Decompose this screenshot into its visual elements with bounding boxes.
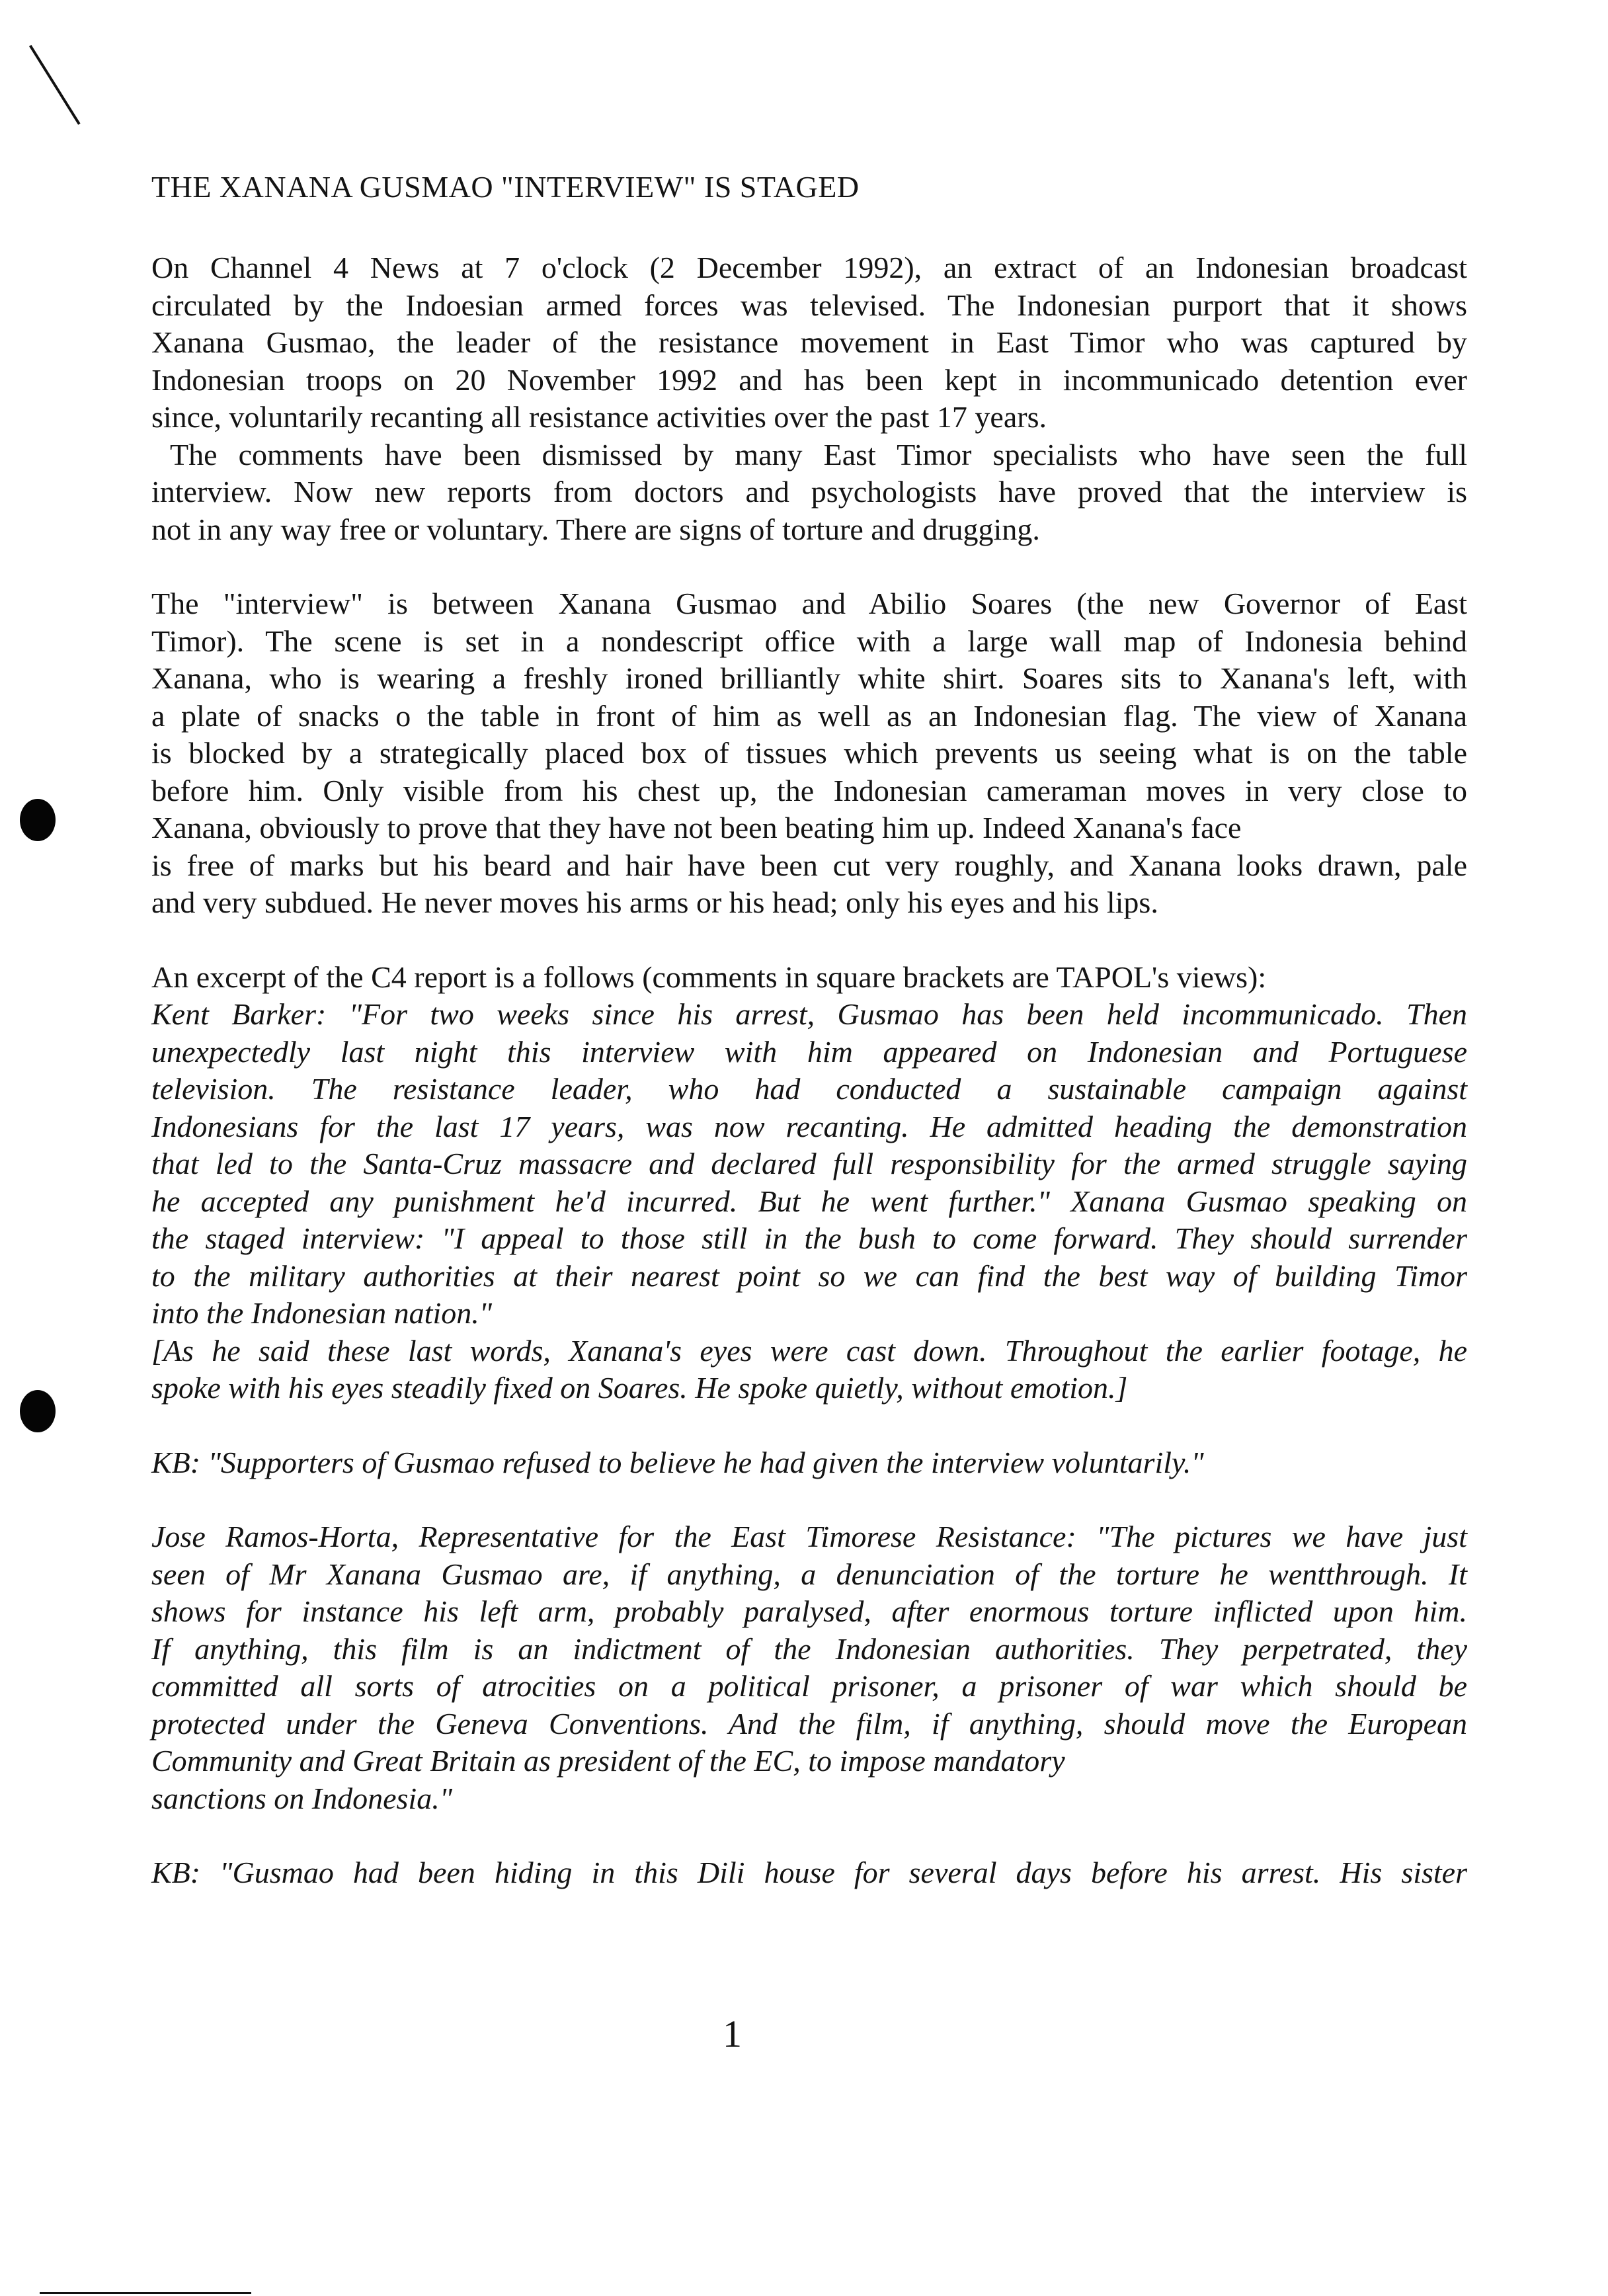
bracket-comment-line: [As he said these last words, Xanana's eyes were cast down. Throughout the earlier footage, he [151,1333,1467,1368]
quote-line: to the military authorities at their nearest point so we can find the best way of building Timor [151,1258,1467,1293]
quote-line: shows for instance his left arm, probably paralysed, after enormous torture inflicted upon him. [151,1594,1467,1628]
quote-line: Jose Ramos-Horta, Representative for the East Timorese Resistance: "The pictures we have just [151,1520,1467,1553]
text-line: and very subdued. He never moves his arms or his head; only his eyes and his lips. [151,885,1158,919]
document-title: THE XANANA GUSMAO "INTERVIEW" IS STAGED [151,170,860,204]
text-line: is blocked by a strategically placed box of tissues which prevents us seeing what is on the table [151,736,1467,770]
paragraph-4 [151,959,1467,1407]
punch-hole-bottom [20,1390,56,1432]
quote-line: the staged interview: "I appeal to those still in the bush to come forward. They should surrender [151,1221,1467,1255]
quote-line: Indonesians for the last 17 years, was now recanting. He admitted heading the demonstration [151,1109,1467,1143]
text-line: The comments have been dismissed by many East Timor specialists who have seen the full [170,437,1467,472]
quote-line: he accepted any punishment he'd incurred. But he went further." Xanana Gusmao speaking on [151,1184,1467,1218]
text-line: Indonesian troops on 20 November 1992 and has been kept in incommunicado detention ever [151,362,1467,397]
quote-line: If anything, this film is an indictment of the Indonesian authorities. They perpetrated, they [151,1631,1467,1666]
text-line: before him. Only visible from his chest up, the Indonesian cameraman moves in very close to [151,773,1467,807]
text-line: not in any way free or voluntary. There are signs of torture and drugging. [151,512,1040,546]
quote-line: sanctions on Indonesia." [151,1781,453,1815]
quote-line: KB: "Supporters of Gusmao refused to believe he had given the interview voluntarily." [151,1445,1204,1479]
text-line: since, voluntarily recanting all resistance activities over the past 17 years. [151,400,1047,434]
paragraph-1 [151,249,1467,436]
text-line: An excerpt of the C4 report is a follows (comments in square brackets are TAPOL's views): [151,960,1267,994]
quote-line: unexpectedly last night this interview with him appeared on Indonesian and Portuguese [151,1034,1467,1069]
paragraph-5 [151,1444,1467,1482]
paragraph-6 [151,1518,1467,1817]
scan-edge-line [40,2292,251,2294]
text-line: circulated by the Indoesian armed forces was televised. The Indonesian purport that it shows [151,288,1467,322]
quote-line: protected under the Geneva Conventions. And the film, if anything, should move the European [151,1706,1467,1741]
quote-line: Community and Great Britain as president of the EC, to impose mandatory [151,1744,1065,1778]
text-line: Xanana Gusmao, the leader of the resistance movement in East Timor who was captured by [151,325,1467,359]
quote-line: Kent Barker: "For two weeks since his arrest, Gusmao has been held incommunicado. Then [151,997,1467,1031]
paragraph-2 [151,436,1467,549]
quote-line: into the Indonesian nation." [151,1296,493,1330]
text-line: is free of marks but his beard and hair have been cut very roughly, and Xanana looks drawn, pale [151,848,1467,882]
paragraph-3 [151,585,1467,922]
paragraph-7 [151,1854,1467,1892]
text-line: interview. Now new reports from doctors and psychologists have proved that the interview is [151,475,1467,509]
page-number: 1 [723,2012,742,2055]
quote-line: that led to the Santa-Cruz massacre and declared full responsibility for the armed struggle saying [151,1147,1467,1180]
quote-line: seen of Mr Xanana Gusmao are, if anything, a denunciation of the torture he wentthrough. It [151,1557,1467,1591]
text-line: On Channel 4 News at 7 o'clock (2 December 1992), an extract of an Indonesian broadcast [151,251,1467,284]
quote-line: committed all sorts of atrocities on a political prisoner, a prisoner of war which should be [151,1669,1467,1703]
quote-line: television. The resistance leader, who had conducted a sustainable campaign against [151,1072,1467,1106]
text-line: Timor). The scene is set in a nondescript office with a large wall map of Indonesia behind [151,624,1467,658]
document-body [151,169,1467,1892]
text-line: a plate of snacks o the table in front of him as well as an Indonesian flag. The view of Xanana [151,698,1467,733]
text-line: The "interview" is between Xanana Gusmao and Abilio Soares (the new Governor of East [151,587,1467,620]
text-line: Xanana, who is wearing a freshly ironed brilliantly white shirt. Soares sits to Xanana's left, with [151,661,1467,695]
quote-line: KB: "Gusmao had been hiding in this Dili house for several days before his arrest. His sister [151,1856,1467,1889]
scan-mark [29,45,81,125]
text-line: Xanana, obviously to prove that they have not been beating him up. Indeed Xanana's face [151,811,1242,844]
bracket-comment-line: spoke with his eyes steadily fixed on Soares. He spoke quietly, without emotion.] [151,1371,1128,1405]
punch-hole-top [20,799,56,841]
